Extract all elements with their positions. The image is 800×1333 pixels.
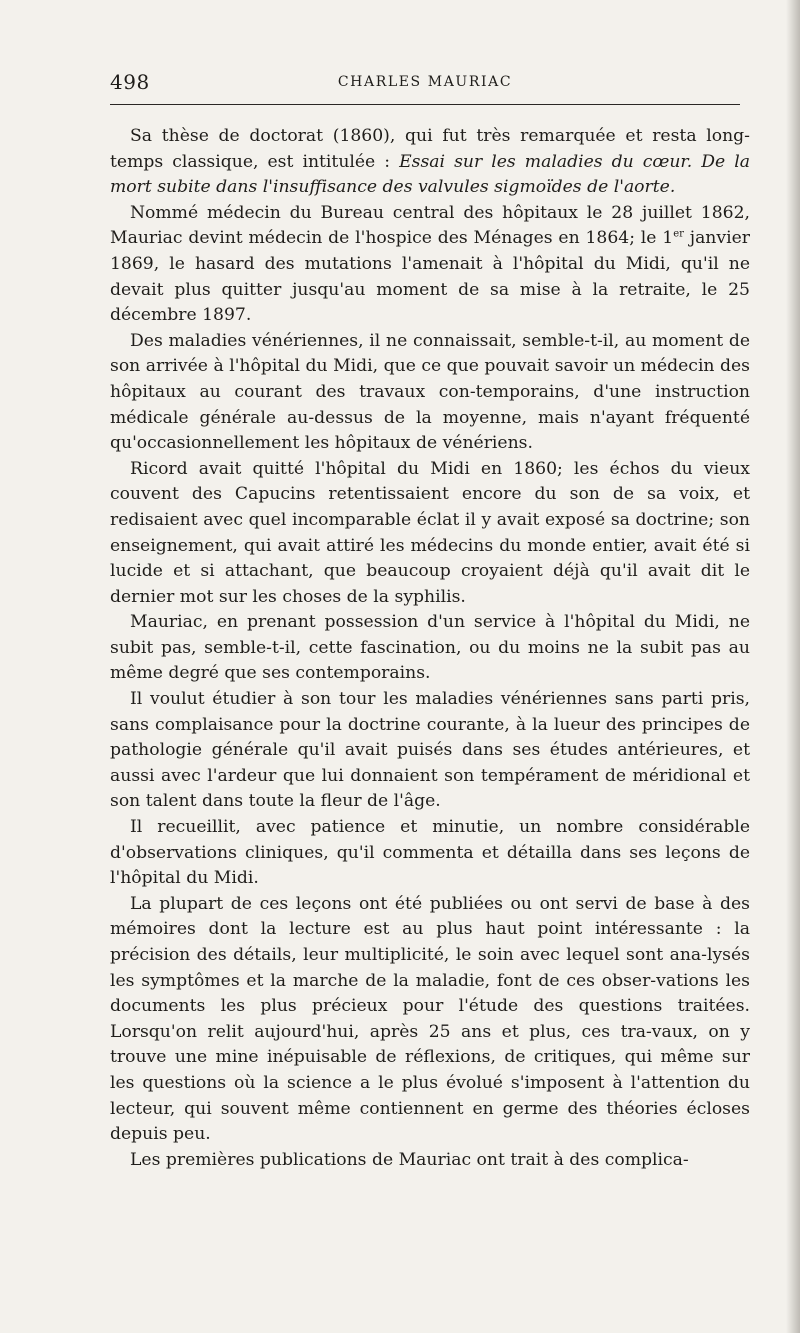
paragraph-appointment bbox=[110, 201, 750, 329]
paragraph-thesis bbox=[110, 124, 750, 201]
ordinal-superscript: er bbox=[673, 228, 684, 240]
paragraph-fascination: Mauriac, en prenant possession d'un service à l'hôpital du Midi, ne subit pas, semble-t-il, cette fascination, ou du moins ne la subit pas au même degré que ses contemporains. bbox=[110, 612, 750, 684]
page-number: 498 bbox=[110, 70, 150, 94]
header-rule bbox=[110, 104, 740, 105]
paragraph-lessons: La plupart de ces leçons ont été publiées ou ont servi de base à des mémoires dont la lecture est au plus haut point intéressante : la précision des détails, leur multiplicité, le soin avec lequel sont ana-lysés les symptômes et la marche de la maladie, font de ces obser-vations les documents les plus précieux pour l'étude des questions traitées. Lorsqu'on relit aujourd'hui, après 25 ans et plus, ces tra-vaux, on y trouve une mine inépuisable de réflexions, de critiques, qui même sur les questions où la science a le plus évolué s'imposent à l'attention du lecteur, qui souvent même contiennent en germe des théories écloses depuis peu. bbox=[110, 893, 750, 1145]
appointment-text-start: Nommé médecin du Bureau central des hôpitaux le 28 juillet 1862, Mauriac devint médecin de l'hospice des Ménages en 1864; le 1 bbox=[110, 202, 750, 249]
thesis-title: Essai sur les maladies du cœur. De la mort subite dans l'insuffisance des valvules sigmoïdes de l'aorte. bbox=[110, 151, 750, 198]
paragraph-observations: Il recueillit, avec patience et minutie, un nombre considérable d'observations cliniques, qu'il commenta et détailla dans ses leçons de l'hôpital du Midi. bbox=[110, 817, 750, 889]
page-header bbox=[110, 70, 740, 100]
body-text bbox=[110, 124, 750, 1173]
paragraph-ricord: Ricord avait quitté l'hôpital du Midi en 1860; les échos du vieux couvent des Capucins retentissaient encore du son de sa voix, et redisaient avec quel incomparable éclat il y avait exposé sa doctrine; son enseignement, qui avait attiré les médecins du monde entier, avait été si lucide et si attachant, que beaucoup croyaient déjà qu'il avait dit le dernier mot sur les choses de la syphilis. bbox=[110, 458, 750, 607]
paragraph-venereal: Des maladies vénériennes, il ne connaissait, semble-t-il, au moment de son arrivée à l'hôpital du Midi, que ce que pouvait savoir un médecin des hôpitaux au courant des travaux con-temporains, d'une instruction médicale générale au-dessus de la moyenne, mais n'ayant fréquenté qu'occasionnellement les hôpitaux de vénériens. bbox=[110, 330, 750, 454]
thesis-text: Sa thèse de doctorat (1860), qui fut très remarquée et resta long-temps classique, est intitulée : bbox=[110, 126, 750, 172]
appointment-text-end: janvier 1869, le hasard des mutations l'amenait à l'hôpital du Midi, qu'il ne devait plus quitter jusqu'au moment de sa mise à la retraite, le 25 décembre 1897. bbox=[110, 228, 750, 326]
page-edge-shadow bbox=[786, 0, 800, 1333]
paragraph-study: Il voulut étudier à son tour les maladies vénériennes sans parti pris, sans complaisance pour la doctrine courante, à la lueur des principes de pathologie générale qu'il avait puisés dans ses études antérieures, et aussi avec l'ardeur que lui donnaient son tempérament de méridional et son talent dans toute la fleur de l'âge. bbox=[110, 689, 750, 812]
running-head: CHARLES MAURIAC bbox=[337, 74, 513, 90]
paragraph-publications: Les premières publications de Mauriac ont trait à des complica- bbox=[130, 1149, 689, 1170]
